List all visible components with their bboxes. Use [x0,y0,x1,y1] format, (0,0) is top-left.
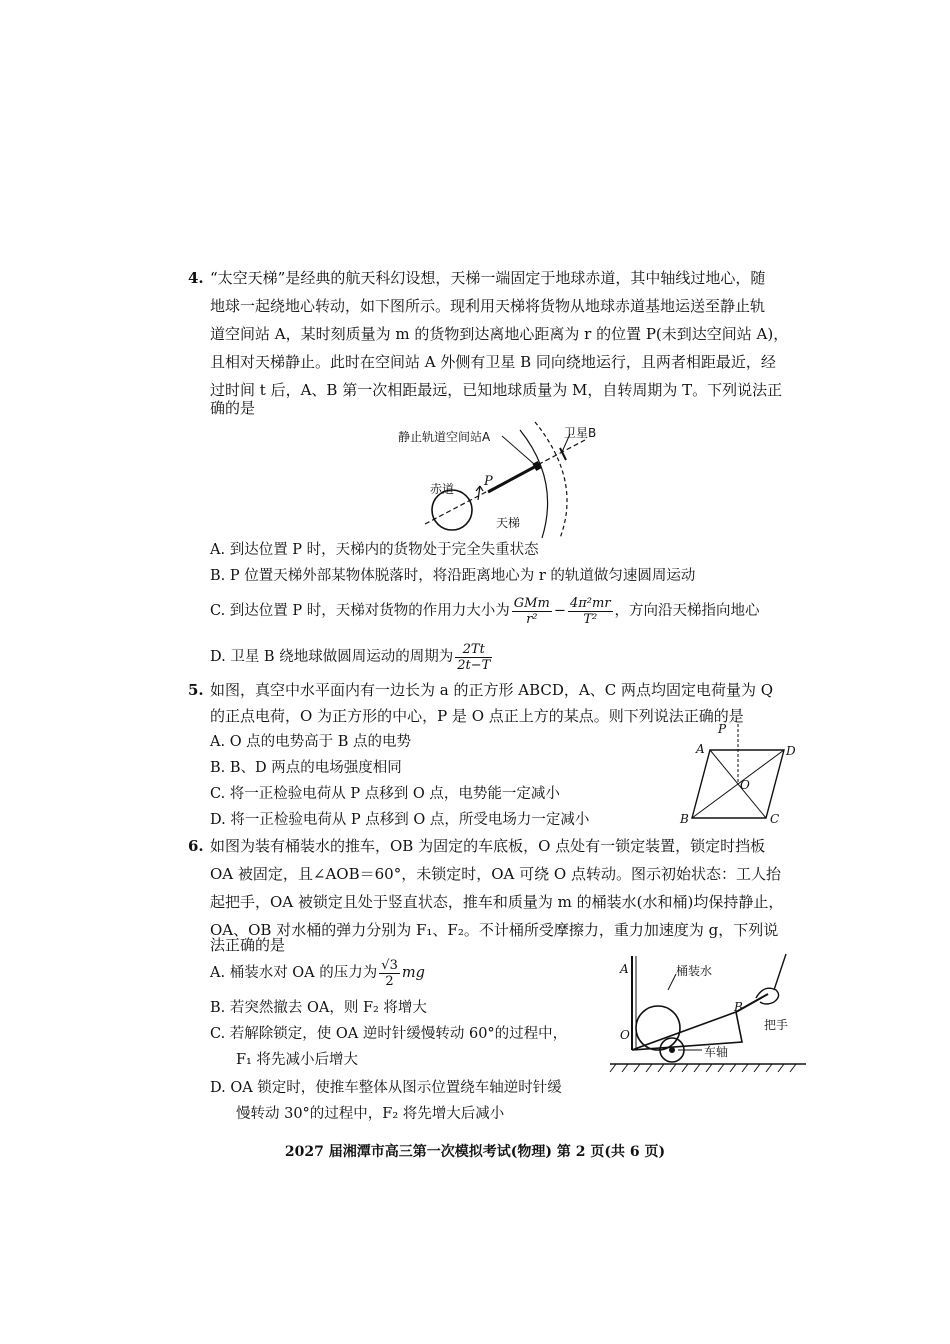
q4-option-c-minus: − [553,603,566,619]
q6-number: 6. [188,837,204,855]
point-p-label: P [484,474,493,489]
q4-option-c-fraction-2: $\frac{\text{4π²mr}}{\text{T²}}$ [569,595,611,627]
point-d-label-q5: D [786,744,796,758]
point-p-label-q5: P [718,722,727,736]
q6-stem-line-3: 起把手，OA 被锁定且处于竖直状态，推车和质量为 m 的桶装水(水和桶)均保持静止， [210,893,784,911]
ladder-bar [488,464,540,492]
q4-stem-line-5: 过时间 t 后，A、B 第一次相距最远，已知地球质量为 M，自转周期为 T。下列说法正 [210,381,783,399]
ladder-label: 天梯 [496,516,521,530]
water-bucket [636,1006,680,1050]
axle-label: 车轴 [704,1045,729,1059]
q4-option-d[interactable] [210,640,494,674]
q4-option-c-fraction-1: $\frac{\text{GMm}}{\text{r²}}$ [513,595,550,627]
q6-option-b[interactable]: B. 若突然撤去 OA，则 F₂ 将增大 [210,1000,427,1016]
point-c-label-q5: C [770,812,780,826]
ground-hatch [610,1064,796,1072]
q5-stem-line-2: 的正点电荷，O 为正方形的中心，P 是 O 点正上方的某点。则下列说法正确的是 [210,707,744,725]
q5-stem-line-1: 如图，真空中水平面内有一边长为 a 的正方形 ABCD，A、C 两点均固定电荷量为 Q [210,681,774,699]
q6-option-d-line-1[interactable]: D. OA 锁定时，使推车整体从图示位置绕车轴逆时针缓 [210,1080,562,1096]
q6-option-a-prefix: A. 桶装水对 OA 的压力为 [210,965,378,981]
q5-option-c[interactable]: C. 将一正检验电荷从 P 点移到 O 点，电势能一定减小 [210,786,560,802]
q4-option-c-prefix: C. 到达位置 P 时，天梯对货物的作用力大小为 [210,603,510,619]
q4-stem-line-1: “太空天梯”是经典的航天科幻设想，天梯一端固定于地球赤道，其中轴线过地心，随 [210,269,766,287]
q4-option-c-suffix: ，方向沿天梯指向地心 [614,603,760,619]
q6-option-a[interactable] [210,956,425,990]
q5-number: 5. [188,681,204,699]
q4-option-d-fraction: $\frac{2Tt}{2t-T}$ [457,641,491,673]
q5-option-a[interactable]: A. O 点的电势高于 B 点的电势 [210,734,412,750]
q5-option-b[interactable]: B. B、D 两点的电场强度相同 [210,760,402,776]
q6-option-a-suffix: mg [401,965,425,981]
point-a-label-q5: A [696,742,705,756]
q4-stem-line-4: 且相对天梯静止。此时在空间站 A 外侧有卫星 B 同向绕地运行，且两者相距最近，经 [210,353,776,371]
q6-option-c-line-1[interactable]: C. 若解除锁定，使 OA 逆时针缓慢转动 60°的过程中， [210,1026,568,1042]
pointer-water [668,974,676,990]
rotation-arrow-icon [476,486,483,500]
point-a-label-q6: A [620,962,629,976]
q6-stem-line-2: OA 被固定，且∠AOB＝60°，未锁定时，OA 可绕 O 点转动。图示初始状态：工人抬 [210,865,781,883]
q6-stem-line-5: 法正确的是 [210,936,286,954]
q4-number: 4. [188,269,204,287]
point-o-label-q6: O [620,1028,630,1042]
page-footer: 2027 届湘潭市高三第一次模拟考试(物理) 第 2 页(共 6 页) [284,1144,666,1160]
q4-option-c[interactable] [210,594,760,628]
handle-label: 把手 [764,1018,789,1032]
q4-option-d-prefix: D. 卫星 B 绕地球做圆周运动的周期为 [210,649,454,665]
q4-option-a[interactable]: A. 到达位置 P 时，天梯内的货物处于完全失重状态 [210,542,539,558]
pointer-station [502,436,534,464]
point-b-label-q5: B [680,812,689,826]
station-a-label: 静止轨道空间站A [398,430,491,444]
q6-option-a-fraction: $\frac{√3}{2}$ [381,957,398,989]
orbit-arc-outer [535,422,567,538]
satellite-b-label: 卫星B [564,426,597,440]
q6-stem-line-4: OA、OB 对水桶的弹力分别为 F₁、F₂。不计桶所受摩擦力，重力加速度为 g，下列说 [210,921,779,939]
q6-option-c-line-2: F₁ 将先减小后增大 [236,1052,358,1068]
q6-stem-line-1: 如图为装有桶装水的推车，OB 为固定的车底板，O 点处有一锁定装置，锁定时挡板 [210,837,766,855]
worker-hand-icon [756,954,786,1004]
q6-option-d-line-2: 慢转动 30°的过程中，F₂ 将先增大后减小 [236,1106,505,1122]
wheel-axle [669,1047,675,1053]
orbit-arc-inner [520,430,548,538]
water-bucket-label: 桶装水 [676,964,713,978]
q4-stem-line-6: 确的是 [210,399,256,417]
square-charge-diagram [676,722,796,826]
point-o-label-q5: O [740,778,750,792]
point-b-label-q6: B [734,1000,743,1014]
q4-stem-line-3: 道空间站 A，某时刻质量为 m 的货物到达离地心距离为 r 的位置 P(未到达空间站 A)， [210,325,789,343]
q4-option-b[interactable]: B. P 位置天梯外部某物体脱落时，将沿距离地心为 r 的轨道做匀速圆周运动 [210,568,696,584]
q5-option-d[interactable]: D. 将一正检验电荷从 P 点移到 O 点，所受电场力一定减小 [210,812,590,828]
equator-label: 赤道 [430,482,455,496]
q4-stem-line-2: 地球一起绕地心转动，如下图所示。现利用天梯将货物从地球赤道基地运送至静止轨 [210,297,766,315]
